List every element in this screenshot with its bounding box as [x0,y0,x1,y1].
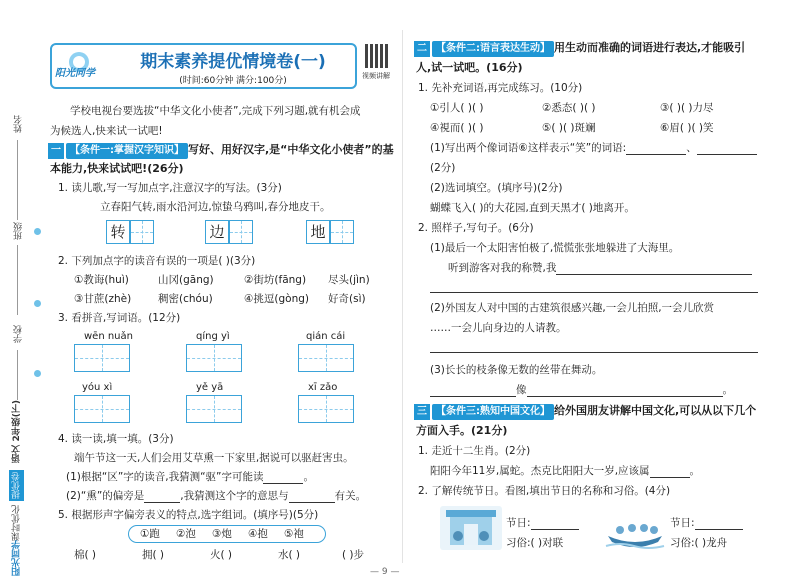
fill-item[interactable]: 棉( ) [74,549,97,561]
page-title: 期末素养提优情境卷(一) [140,52,326,72]
question: 1. 走近十二生肖。(2分) [418,445,531,457]
festival-1-custom[interactable]: 习俗:( )对联 [506,537,564,549]
class-line [17,245,18,315]
idiom-item[interactable]: ③( )( )力尽 [660,102,714,114]
section-number: 一 [48,143,64,159]
answer-blank[interactable] [263,473,303,484]
sub-question-text: (2)“熏”的偏旁是 [66,490,145,502]
spine-grade: 2年级(下) [12,400,22,442]
festival-label: 节日: [506,517,531,529]
option: ②街坊(fāng) [244,274,307,286]
option: ①教诲(huì) [74,274,129,286]
example: (3)长长的枝条像无数的丝带在舞动。 [430,364,603,376]
option: 山冈(gāng) [158,274,214,286]
pinyin-grid[interactable] [186,344,242,372]
section-text: 写好、用好汉字,是“中华文化小使者”的基 [188,143,394,156]
pinyin-grid[interactable] [74,344,130,372]
section-text: 本能力,快来试试吧!(26分) [50,162,184,175]
option: 稠密(chóu) [158,293,213,305]
answer-blank[interactable] [556,264,752,275]
qr-caption: 视频讲解 [362,72,390,80]
dragon-boat-picture-icon [604,506,666,550]
page-divider [402,30,403,563]
pinyin: yě yā [196,382,224,393]
pinyin-grid[interactable] [298,395,354,423]
sub-question-text: 像 [516,384,527,396]
section-text: 给外国朋友讲解中国文化,可以从以下几个 [554,404,757,417]
section-tag: 【条件二:语言表达生动】 [432,41,554,57]
sub-question [448,261,752,275]
char-cell: 转 [106,220,130,244]
answer-blank[interactable] [650,467,690,478]
section-2-header [414,41,745,57]
poem: 立春阳气转,雨水沿河边,惊蛰乌鸦叫,春分地皮干。 [100,201,331,213]
qr-code-icon[interactable] [365,44,389,68]
answer-blank[interactable] [531,519,579,530]
points: (2分) [430,162,456,174]
section-number: 三 [414,404,430,420]
binding-spine [0,0,34,583]
spine-tag: 提优卷 [9,470,24,501]
option: ④挑逗(gòng) [244,293,310,305]
option: 好奇(sì) [328,293,366,305]
question: 1. 读儿歌,写一写加点字,注意汉字的写法。(3分) [58,182,282,194]
pinyin: xī zǎo [308,382,338,393]
sub-question: 阳阳今年11岁,属蛇。杰克比阳阳大一岁,应该属 。 [430,465,701,477]
sub-question-text: (1)写出两个像词语⑥这样表示“笑”的词语: [430,142,627,154]
answer-blank[interactable] [289,492,335,503]
answer-blank[interactable] [527,386,723,397]
question: 3. 看拼音,写词语。(12分) [58,312,181,324]
example: (1)最后一个太阳害怕极了,慌慌张张地躲进了大海里。 [430,242,680,254]
class-label: 班级 [14,222,24,240]
page-number: — 9 — [370,567,400,577]
sub-question: (1)写出两个像词语⑥这样表示“笑”的词语: 、 [430,141,757,155]
intro-line: 学校电视台要选拔“中华文化小使者”,完成下列习题,就有机会成 [70,105,361,117]
sub-question: 像 。 [430,383,733,397]
pinyin-grid[interactable] [298,344,354,372]
idiom-item[interactable]: ④視而( )( ) [430,122,484,134]
option: ③甘蔗(zhè) [74,293,132,305]
section-text: 方面入手。(21分) [416,424,508,437]
question: 2. 了解传统节日。看图,填出节日的名称和习俗。(4分) [418,485,671,497]
sub-question [66,489,366,503]
answer-blank[interactable] [697,144,757,155]
festival-label: 节日: [670,517,695,529]
answer-cell[interactable] [229,220,253,244]
page-number-value: 9 [381,567,388,577]
fill-item[interactable]: 拥( ) [142,549,165,561]
section-1-header [48,143,394,159]
section-text: 人,试一试吧。(16分) [416,61,523,74]
school-line [17,350,18,400]
answer-blank[interactable] [626,144,686,155]
spine-dot [34,370,41,377]
spine-subject: 语文 [12,445,22,463]
spine-book: 课时优化 [12,505,22,541]
question: 4. 读一读,填一填。(3分) [58,433,174,445]
option: ⑤袍 [284,528,304,540]
question: 5. 根据形声字偏旁表义的特点,选字组词。(填序号)(5分) [58,509,319,521]
answer-blank[interactable] [695,519,743,530]
idiom-item[interactable]: ⑥眉( )( )笑 [660,122,714,134]
section-tag: 【条件三:熟知中国文化】 [432,404,554,420]
sub-question-text: 听到游客对我的称赞,我 [448,262,557,274]
intro-line: 为候选人,快来试一试吧! [50,125,163,137]
option: ③炮 [212,528,232,540]
answer-blank[interactable] [144,492,180,503]
sub-question: (1)根据“区”字的读音,我猜测“驱”字可能读 。 [66,471,314,483]
sub-question: 蝴蝶飞入( )的大花园,直到天黑才( )地离开。 [430,202,635,214]
festival-2-custom[interactable]: 习俗:( )龙舟 [670,537,728,549]
school-label: 学校 [14,325,24,343]
answer-line[interactable] [430,352,758,353]
idiom-item[interactable]: ①引人( )( ) [430,102,484,114]
pinyin-grid[interactable] [186,395,242,423]
pinyin: wēn nuǎn [84,331,133,342]
char-cell: 地 [306,220,330,244]
spine-dot [34,300,41,307]
section-3-header [414,404,756,420]
answer-line[interactable] [430,292,758,293]
sub-question-text: ,我猜测这个字的意思与 [180,490,289,502]
festival-2-name [670,516,743,530]
pinyin: qián cái [306,331,346,342]
answer-blank[interactable] [430,386,516,397]
exam-meta: (时间:60分钟 满分:100分) [179,76,287,86]
section-text: 用生动而准确的词语进行表达,才能吸引 [554,41,746,54]
sub-question-text: 有关。 [334,490,367,502]
spine-dot [34,228,41,235]
idiom-item[interactable]: ⑤( )( )斑斓 [542,122,596,134]
sub-question-text: 阳阳今年11岁,属蛇。杰克比阳阳大一岁,应该属 [430,465,650,477]
sub-question-text: (1)根据“区”字的读音,我猜测“驱”字可能读 [66,471,264,483]
name-label: 姓名 [14,115,24,133]
fill-item[interactable]: 火( ) [210,549,233,561]
question: 2. 照样子,写句子。(6分) [418,222,534,234]
example: ……一会儿向身边的人请教。 [430,322,567,334]
question: 2. 下列加点字的读音有误的一项是( )(3分) [58,255,256,267]
question: 1. 先补充词语,再完成练习。(10分) [418,82,583,94]
fill-item[interactable]: ( )步 [342,549,365,561]
logo-text: 阳光同学 [55,68,95,79]
example: (2)外国友人对中国的古建筑很感兴趣,一会儿拍照,一会儿欣赏 [430,302,715,314]
char-cell: 边 [205,220,229,244]
idiom-item[interactable]: ②悉态( )( ) [542,102,596,114]
pinyin-grid[interactable] [74,395,130,423]
name-line [17,140,18,220]
section-tag: 【条件一:掌握汉字知识】 [66,143,188,159]
spring-festival-picture-icon [440,506,502,550]
option: ④抱 [248,528,268,540]
section-number: 二 [414,41,430,57]
passage: 端午节这一天,人们会用艾草熏一下家里,据说可以驱赶害虫。 [74,452,354,464]
pinyin: qíng yì [196,331,230,342]
spine-brand: 阳光同学 [12,540,22,576]
sub-question: (2)选词填空。(填序号)(2分) [430,182,563,194]
fill-item[interactable]: 水( ) [278,549,301,561]
pinyin: yóu xì [82,382,113,393]
festival-1-name [506,516,579,530]
answer-cell[interactable] [130,220,154,244]
option: 尽头(jìn) [328,274,370,286]
answer-cell[interactable] [330,220,354,244]
option: ②泡 [176,528,196,540]
option: ①跑 [140,528,160,540]
